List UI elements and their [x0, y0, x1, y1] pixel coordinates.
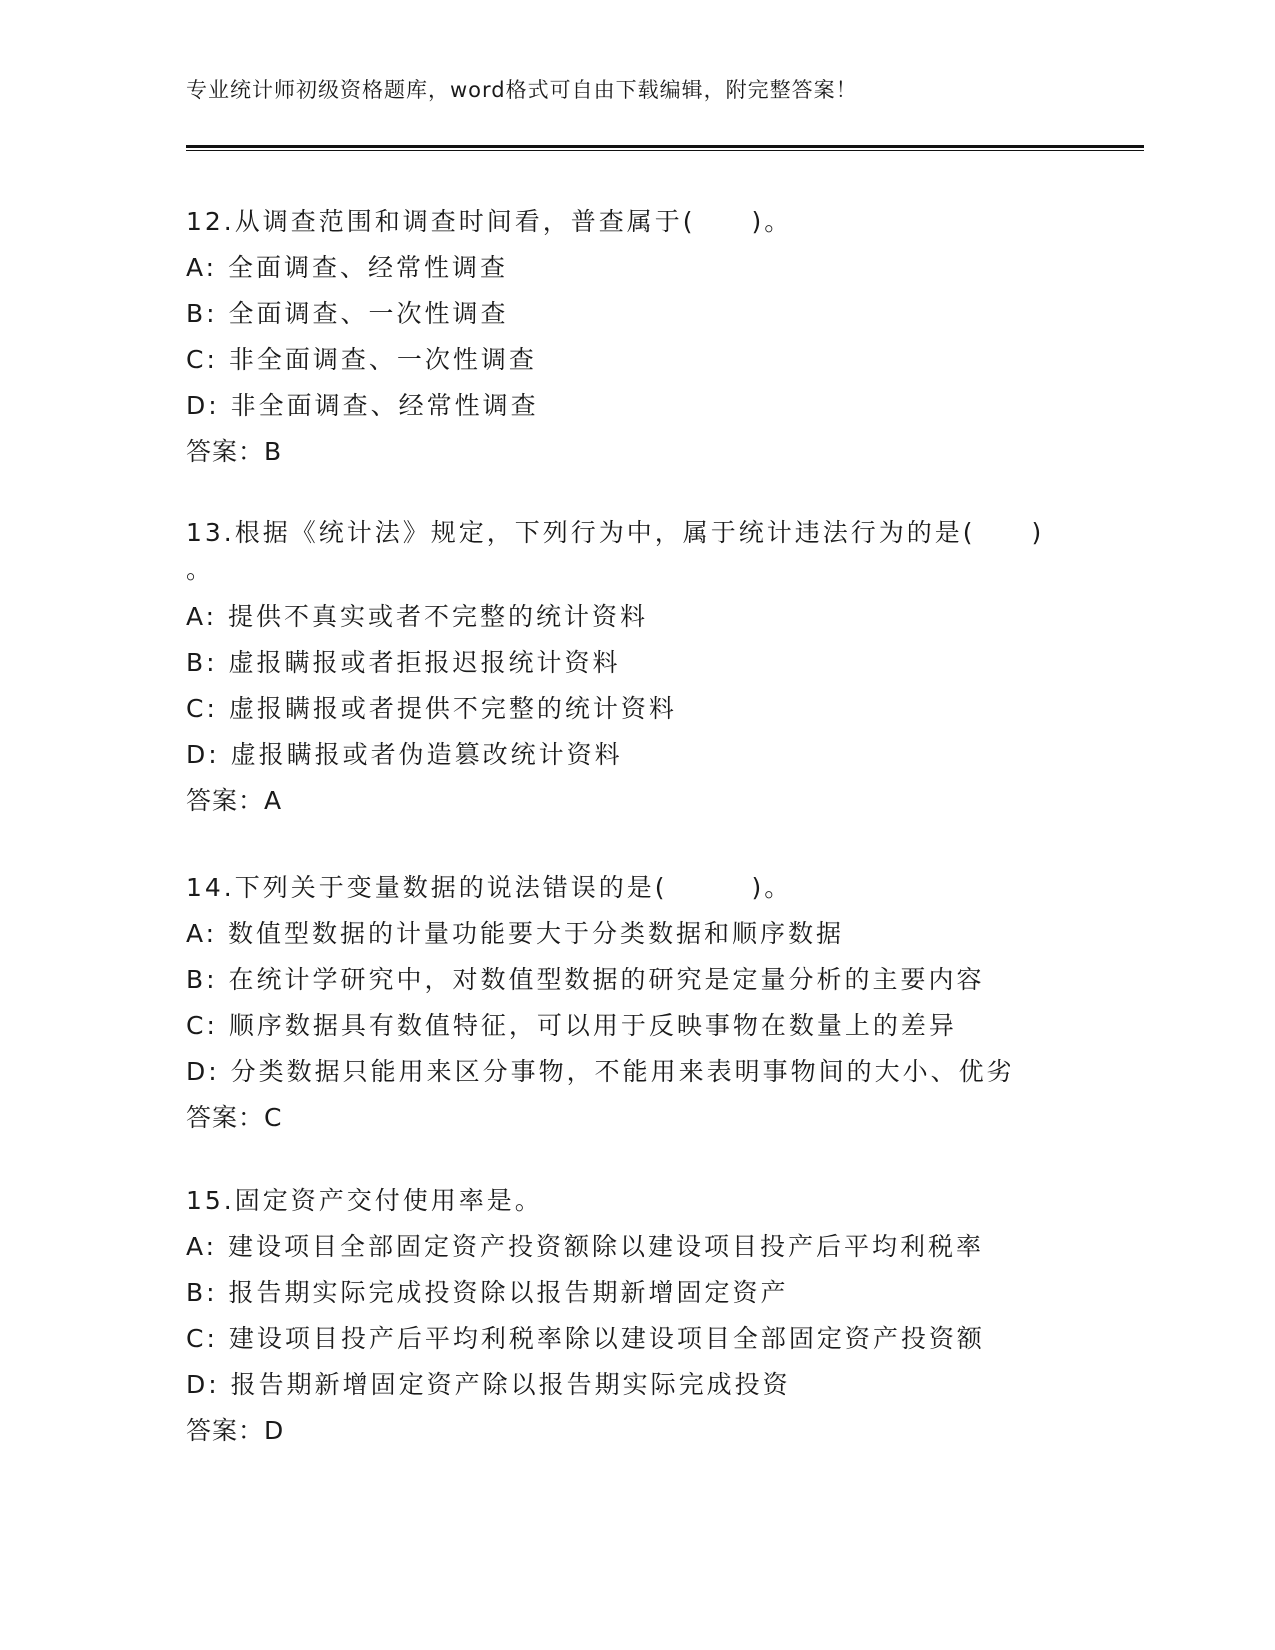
- option-d: D: 报告期新增固定资产除以报告期实际完成投资: [186, 1370, 791, 1399]
- answer: 答案：A: [186, 786, 283, 815]
- answer: 答案：C: [186, 1103, 283, 1132]
- question-15: [186, 1178, 1086, 1454]
- question-stem: 14.下列关于变量数据的说法错误的是( )。: [186, 873, 793, 902]
- question-stem: 13.根据《统计法》规定，下列行为中，属于统计违法行为的是( ): [186, 518, 1045, 547]
- option-b: B: 在统计学研究中，对数值型数据的研究是定量分析的主要内容: [186, 965, 985, 994]
- header-divider: [186, 145, 1144, 151]
- answer: 答案：D: [186, 1416, 285, 1445]
- option-d: D: 虚报瞒报或者伪造篡改统计资料: [186, 740, 623, 769]
- question-stem-continuation: 。: [186, 555, 215, 584]
- option-c: C: 非全面调查、一次性调查: [186, 345, 537, 374]
- option-b: B: 全面调查、一次性调查: [186, 299, 509, 328]
- option-c: C: 虚报瞒报或者提供不完整的统计资料: [186, 694, 677, 723]
- option-d: D: 分类数据只能用来区分事物，不能用来表明事物间的大小、优劣: [186, 1057, 1015, 1086]
- option-c: C: 建设项目投产后平均利税率除以建设项目全部固定资产投资额: [186, 1324, 985, 1353]
- question-12: [186, 199, 1086, 475]
- question-stem: 15.固定资产交付使用率是。: [186, 1186, 543, 1215]
- question-13: [186, 510, 1086, 824]
- option-c: C: 顺序数据具有数值特征，可以用于反映事物在数量上的差异: [186, 1011, 957, 1040]
- answer: 答案：B: [186, 437, 283, 466]
- question-stem: 12.从调查范围和调查时间看，普查属于( )。: [186, 207, 793, 236]
- option-b: B: 报告期实际完成投资除以报告期新增固定资产: [186, 1278, 789, 1307]
- option-a: A: 数值型数据的计量功能要大于分类数据和顺序数据: [186, 919, 845, 948]
- option-a: A: 全面调查、经常性调查: [186, 253, 509, 282]
- question-14: [186, 865, 1086, 1141]
- option-a: A: 建设项目全部固定资产投资额除以建设项目投产后平均利税率: [186, 1232, 985, 1261]
- option-a: A: 提供不真实或者不完整的统计资料: [186, 602, 649, 631]
- header-text: 专业统计师初级资格题库，word格式可自由下载编辑，附完整答案！: [186, 78, 858, 102]
- option-b: B: 虚报瞒报或者拒报迟报统计资料: [186, 648, 621, 677]
- option-d: D: 非全面调查、经常性调查: [186, 391, 539, 420]
